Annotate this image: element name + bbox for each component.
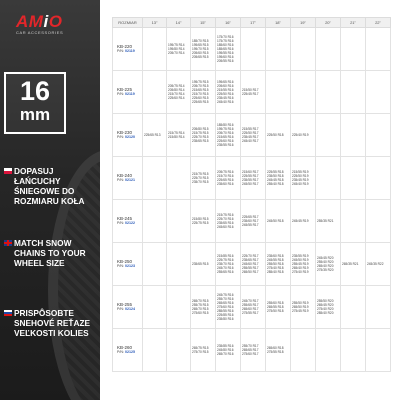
tire-size: 245/45 R19 bbox=[292, 218, 309, 223]
tire-size: 225/40 R19 bbox=[292, 132, 309, 137]
size-table bbox=[112, 17, 391, 372]
model-name: KB-225 bbox=[117, 86, 133, 92]
tire-size-cell bbox=[341, 286, 366, 329]
tire-size: 275/40 R19 bbox=[292, 270, 309, 275]
table-row bbox=[113, 329, 391, 372]
tire-size-cell bbox=[366, 114, 391, 157]
tire-size-cell bbox=[316, 28, 341, 71]
tire-size-cell bbox=[266, 71, 291, 114]
table-row bbox=[113, 114, 391, 157]
tire-size-cell bbox=[167, 114, 191, 157]
tire-size-cell bbox=[143, 286, 167, 329]
tire-size-cell bbox=[216, 200, 241, 243]
tire-size: 225/70 R16 bbox=[217, 216, 234, 221]
part-number-value: 02119 bbox=[125, 49, 135, 53]
tire-size: 225/70 R17 bbox=[242, 253, 259, 258]
tire-size: 195/75 R14 bbox=[168, 42, 185, 47]
tire-size: 245/60 R16 bbox=[217, 225, 234, 230]
part-number-value: 02120 bbox=[125, 135, 135, 139]
tire-size: 225/55 R17 bbox=[242, 173, 259, 178]
tire-size: 215/75 R15 bbox=[192, 171, 209, 176]
tire-size: 245/80 R16 bbox=[217, 347, 234, 352]
tire-size-cell bbox=[241, 114, 266, 157]
tire-size: 235/85 R16 bbox=[217, 343, 234, 348]
tire-size-cell bbox=[191, 286, 216, 329]
tire-size: 195/75 R16 bbox=[217, 126, 234, 131]
tire-size-cell bbox=[366, 286, 391, 329]
tire-size: 255/70 R17 bbox=[242, 343, 259, 348]
flag-en-icon bbox=[4, 240, 12, 246]
table-header-row bbox=[113, 18, 391, 28]
tire-size: 225/70 R15 bbox=[192, 175, 209, 180]
tire-size-cell bbox=[366, 71, 391, 114]
model-name: KB-230 bbox=[117, 129, 133, 135]
lang-text-en: MATCH SNOW CHAINS TO YOUR WHEEL SIZE bbox=[14, 238, 86, 268]
tire-size-cell bbox=[316, 157, 341, 200]
tire-size-cell bbox=[316, 114, 341, 157]
tire-size-cell bbox=[366, 157, 391, 200]
tire-size-cell bbox=[191, 114, 216, 157]
tire-size-cell bbox=[216, 243, 241, 286]
tire-size: 215/55 R19 bbox=[292, 169, 309, 174]
part-number: P/N: 02124 bbox=[117, 307, 135, 311]
tire-size: 255/45 R19 bbox=[292, 261, 309, 266]
tire-size: 255/55 R17 bbox=[242, 266, 259, 271]
tire-size: 225/45 R17 bbox=[242, 92, 259, 96]
tire-size-cell bbox=[143, 71, 167, 114]
brand-logo: AMiO CAR ACCESSORIES bbox=[16, 12, 64, 35]
tire-size: 275/40 R18 bbox=[267, 266, 284, 271]
tire-size: 285/40 R20 bbox=[317, 311, 334, 316]
model-name: KB-220 bbox=[117, 43, 133, 49]
tire-size: 265/35 R21 bbox=[342, 261, 359, 266]
tire-size-cell bbox=[266, 157, 291, 200]
tire-size: 245/70 R16 bbox=[217, 266, 234, 271]
tire-size: 235/65 R15 bbox=[192, 261, 209, 266]
part-number-value: 02125 bbox=[125, 350, 135, 354]
tire-size: 205/70 R16 bbox=[217, 130, 234, 135]
tire-size: 185/60 R16 bbox=[217, 42, 234, 47]
tire-size-cell bbox=[167, 286, 191, 329]
tire-size-cell bbox=[143, 200, 167, 243]
tire-size: 275/40 R20 bbox=[317, 307, 334, 311]
table-row bbox=[113, 157, 391, 200]
part-number-value: 02122 bbox=[125, 221, 135, 225]
tire-size: 235/65 R17 bbox=[242, 257, 259, 262]
tire-size: 215/65 R16 bbox=[217, 135, 234, 139]
tire-size: 235/70 R15 bbox=[192, 180, 209, 185]
tire-size: 205/80 R15 bbox=[192, 126, 209, 131]
tire-size-cell bbox=[341, 243, 366, 286]
tire-size-cell bbox=[143, 243, 167, 286]
tire-size: 235/55 R19 bbox=[292, 253, 309, 258]
table-row bbox=[113, 286, 391, 329]
tire-size: 265/40 R19 bbox=[292, 266, 309, 271]
tire-size: 255/40 R20 bbox=[317, 259, 334, 264]
tire-size: 215/75 R14 bbox=[168, 130, 185, 135]
tire-size-cell bbox=[266, 286, 291, 329]
tire-size: 235/70 R16 bbox=[217, 261, 234, 266]
header-rim-size: 16" bbox=[216, 18, 241, 28]
tire-size: 235/50 R18 bbox=[267, 173, 284, 178]
tire-size-cell bbox=[316, 71, 341, 114]
tire-size-cell bbox=[167, 200, 191, 243]
tire-size-cell bbox=[191, 243, 216, 286]
tire-size: 175/75 R16 bbox=[217, 38, 234, 43]
model-name: KB-255 bbox=[117, 301, 133, 307]
tire-size: 215/50 R17 bbox=[242, 87, 259, 92]
tire-size-cell bbox=[341, 28, 366, 71]
tire-size: 275/60 R15 bbox=[192, 311, 209, 316]
tire-size: 255/40 R18 bbox=[267, 182, 284, 187]
tire-size: 245/40 R16 bbox=[217, 100, 234, 105]
tire-size-cell bbox=[291, 28, 316, 71]
lang-text-sk: PRISPÔSOBTE SNEHOVÉ REŤAZE VEĽKOSTI KOLIES bbox=[14, 308, 91, 338]
tire-size: 205/60 R15 bbox=[192, 51, 209, 56]
tire-size: 225/75 R15 bbox=[192, 221, 209, 225]
lang-text-pl: DOPASUJ ŁAŃCUCHY ŚNIEGOWE DO ROZMIARU KOŁA bbox=[14, 166, 85, 206]
tire-size: 255/65 R17 bbox=[242, 302, 259, 307]
tire-size: 235/60 R16 bbox=[217, 182, 234, 187]
part-number-value: 02121 bbox=[125, 178, 135, 182]
tire-size-cell bbox=[241, 71, 266, 114]
tire-size: 255/35 R21 bbox=[317, 218, 334, 223]
tire-size: 195/65 R15 bbox=[192, 42, 209, 47]
tire-size-cell bbox=[266, 28, 291, 71]
tire-size: 225/65 R13 bbox=[144, 132, 161, 137]
tire-size-cell bbox=[216, 157, 241, 200]
tire-size: 245/45 R18 bbox=[267, 178, 284, 182]
header-rim-size: 20" bbox=[316, 18, 341, 28]
tire-size: 255/50 R20 bbox=[317, 298, 334, 303]
tire-size: 185/70 R15 bbox=[192, 38, 209, 43]
tire-size: 265/60 R17 bbox=[242, 307, 259, 311]
tire-size-cell bbox=[143, 114, 167, 157]
tire-size: 255/65 R16 bbox=[217, 270, 234, 275]
tire-size-cell bbox=[191, 28, 216, 71]
tire-size: 225/65 R17 bbox=[242, 214, 259, 219]
lang-block-sk bbox=[4, 308, 98, 338]
tire-size: 265/65 R17 bbox=[242, 347, 259, 352]
part-number-value: 02124 bbox=[125, 307, 135, 311]
model-cell bbox=[113, 243, 143, 286]
tire-size: 245/35 R22 bbox=[367, 261, 384, 266]
model-cell bbox=[113, 114, 143, 157]
tire-size-cell bbox=[143, 28, 167, 71]
tire-size-cell bbox=[241, 329, 266, 372]
tire-size: 285/55 R16 bbox=[217, 309, 234, 314]
tire-size-cell bbox=[216, 286, 241, 329]
tire-size: 215/55 R17 bbox=[242, 126, 259, 131]
tire-size: 245/55 R18 bbox=[267, 257, 284, 262]
table-body bbox=[113, 28, 391, 372]
tire-size: 255/50 R19 bbox=[292, 300, 309, 305]
tire-size: 215/65 R15 bbox=[192, 87, 209, 92]
tire-size-cell bbox=[191, 329, 216, 372]
model-name: KB-245 bbox=[117, 215, 133, 221]
tire-size-cell bbox=[316, 200, 341, 243]
tire-size-cell bbox=[341, 157, 366, 200]
tire-size-cell bbox=[341, 71, 366, 114]
tire-size: 225/70 R15 bbox=[192, 135, 209, 139]
tire-size: 265/65 R16 bbox=[217, 300, 234, 305]
tire-size-cell bbox=[266, 243, 291, 286]
tire-size: 275/55 R18 bbox=[267, 350, 284, 354]
tire-size: 195/75 R15 bbox=[192, 79, 209, 84]
tire-size-cell bbox=[316, 286, 341, 329]
tire-size: 205/70 R14 bbox=[168, 51, 185, 56]
model-name: KB-240 bbox=[117, 172, 133, 178]
tire-size: 215/55 R16 bbox=[217, 87, 234, 92]
header-rim-size: 22" bbox=[366, 18, 391, 28]
tire-size: 215/75 R16 bbox=[217, 212, 234, 217]
tire-size-cell bbox=[241, 28, 266, 71]
tire-size: 225/60 R16 bbox=[217, 139, 234, 144]
flag-pl-icon bbox=[4, 168, 12, 174]
tire-size: 225/60 R15 bbox=[192, 96, 209, 101]
tire-size: 215/70 R16 bbox=[217, 173, 234, 178]
tire-size: 275/45 R19 bbox=[292, 309, 309, 314]
header-rim-size: 15" bbox=[191, 18, 216, 28]
tire-size: 265/50 R17 bbox=[242, 270, 259, 275]
tire-size: 225/50 R17 bbox=[242, 130, 259, 135]
tire-size: 255/60 R18 bbox=[267, 300, 284, 305]
tire-size-cell bbox=[241, 286, 266, 329]
tire-size: 285/40 R18 bbox=[267, 270, 284, 275]
tire-size: 235/45 R19 bbox=[292, 178, 309, 182]
tire-size: 225/50 R16 bbox=[217, 92, 234, 96]
tire-size-cell bbox=[341, 114, 366, 157]
tire-size: 195/60 R16 bbox=[217, 55, 234, 60]
tire-size: 215/70 R15 bbox=[192, 92, 209, 96]
tire-size-cell bbox=[167, 329, 191, 372]
tire-size: 225/50 R18 bbox=[267, 132, 284, 137]
tire-size: 275/70 R15 bbox=[192, 350, 209, 354]
model-cell bbox=[113, 286, 143, 329]
header-rim-size: 19" bbox=[291, 18, 316, 28]
tire-size: 215/75 R15 bbox=[192, 130, 209, 135]
tire-size-cell bbox=[266, 329, 291, 372]
tire-size: 245/55 R17 bbox=[242, 223, 259, 228]
table-row bbox=[113, 71, 391, 114]
left-panel bbox=[0, 0, 100, 400]
tire-size: 205/65 R15 bbox=[192, 55, 209, 60]
tire-size-cell bbox=[143, 329, 167, 372]
tire-size-cell bbox=[143, 157, 167, 200]
model-cell bbox=[113, 200, 143, 243]
model-cell bbox=[113, 28, 143, 71]
tire-size: 255/75 R15 bbox=[192, 302, 209, 307]
tire-size: 275/60 R17 bbox=[242, 352, 259, 357]
tire-size-cell bbox=[366, 243, 391, 286]
tire-size-cell bbox=[341, 200, 366, 243]
lang-block-en bbox=[4, 238, 98, 268]
model-name: KB-260 bbox=[117, 344, 133, 350]
tire-size-cell bbox=[291, 329, 316, 372]
tire-size: 225/55 R18 bbox=[267, 169, 284, 174]
tire-size: 195/55 R16 bbox=[217, 51, 234, 56]
size-number: 16 bbox=[19, 76, 51, 106]
tire-size: 225/75 R16 bbox=[217, 257, 234, 262]
tire-size: 205/60 R16 bbox=[217, 83, 234, 88]
tire-size: 195/65 R16 bbox=[217, 79, 234, 84]
tire-size-cell bbox=[366, 28, 391, 71]
tire-size: 275/50 R18 bbox=[267, 309, 284, 314]
tire-size: 235/55 R17 bbox=[242, 178, 259, 182]
model-name: KB-250 bbox=[117, 258, 133, 264]
tire-size-cell bbox=[216, 28, 241, 71]
tire-size: 205/70 R15 bbox=[192, 83, 209, 88]
tire-size: 265/60 R18 bbox=[267, 345, 284, 350]
tire-size: 245/50 R18 bbox=[267, 218, 284, 223]
tire-size: 235/65 R16 bbox=[217, 221, 234, 225]
part-number: P/N: 02123 bbox=[117, 264, 135, 268]
tire-size-cell bbox=[167, 243, 191, 286]
tire-size: 265/45 R20 bbox=[317, 302, 334, 307]
tire-size: 205/75 R16 bbox=[217, 169, 234, 174]
tire-size-cell bbox=[241, 200, 266, 243]
part-number-value: 02123 bbox=[125, 264, 135, 268]
tire-size: 265/55 R18 bbox=[267, 304, 284, 309]
tire-size-cell bbox=[366, 329, 391, 372]
part-number-value: 02119 bbox=[125, 92, 135, 96]
tire-size-cell bbox=[291, 114, 316, 157]
tire-size-cell bbox=[167, 157, 191, 200]
header-rim-size: 21" bbox=[341, 18, 366, 28]
tire-size-cell bbox=[191, 71, 216, 114]
tire-size-cell bbox=[316, 329, 341, 372]
tire-size-cell bbox=[291, 286, 316, 329]
tire-size: 265/70 R15 bbox=[192, 307, 209, 311]
tire-size: 235/55 R16 bbox=[217, 143, 234, 148]
tire-size: 185/65 R16 bbox=[217, 46, 234, 51]
part-number: P/N: 02119 bbox=[117, 49, 135, 53]
tire-size-cell bbox=[216, 71, 241, 114]
size-unit: mm bbox=[19, 105, 51, 124]
tire-size: 225/65 R16 bbox=[217, 178, 234, 182]
tire-size: 265/70 R15 bbox=[192, 298, 209, 303]
tire-size: 215/85 R16 bbox=[217, 253, 234, 258]
size-badge bbox=[4, 72, 66, 134]
tire-size: 215/80 R14 bbox=[168, 135, 185, 139]
tire-size: 225/50 R19 bbox=[292, 173, 309, 178]
part-number: P/N: 02119 bbox=[117, 92, 135, 96]
tire-size-cell bbox=[316, 243, 341, 286]
tire-size: 275/55 R17 bbox=[242, 311, 259, 316]
tire-size-cell bbox=[191, 157, 216, 200]
tire-size-cell bbox=[291, 200, 316, 243]
tire-size: 205/80 R14 bbox=[168, 87, 185, 92]
tire-size: 235/45 R16 bbox=[217, 96, 234, 101]
tire-size-cell bbox=[216, 329, 241, 372]
table-row bbox=[113, 28, 391, 71]
header-rim-size: 14" bbox=[167, 18, 191, 28]
tire-size: 195/70 R15 bbox=[192, 46, 209, 51]
tire-size: 235/65 R15 bbox=[192, 139, 209, 144]
header-rim-size: 18" bbox=[266, 18, 291, 28]
tire-size: 245/45 R20 bbox=[317, 255, 334, 260]
tire-size: 205/75 R14 bbox=[168, 83, 185, 88]
tire-size: 265/75 R15 bbox=[192, 345, 209, 350]
tire-size: 245/50 R17 bbox=[242, 182, 259, 187]
part-number: P/N: 02125 bbox=[117, 350, 135, 354]
tire-size: 215/70 R14 bbox=[168, 92, 185, 96]
part-number: P/N: 02121 bbox=[117, 178, 135, 182]
tire-size: 265/70 R16 bbox=[217, 352, 234, 357]
tire-size-cell bbox=[167, 28, 191, 71]
tire-size: 275/35 R20 bbox=[317, 268, 334, 273]
lang-block-pl bbox=[4, 166, 98, 206]
tire-size: 245/75 R16 bbox=[217, 292, 234, 297]
tire-size: 215/80 R15 bbox=[192, 216, 209, 221]
tire-size: 225/85 R16 bbox=[217, 313, 234, 318]
tire-size-cell bbox=[291, 243, 316, 286]
tire-size: 275/60 R16 bbox=[217, 304, 234, 309]
part-number: P/N: 02122 bbox=[117, 221, 135, 225]
tire-size: 235/45 R17 bbox=[242, 135, 259, 139]
tire-size: 255/50 R18 bbox=[267, 261, 284, 266]
tire-size: 265/40 R20 bbox=[317, 264, 334, 268]
brand-subtitle: CAR ACCESSORIES bbox=[16, 30, 64, 35]
tire-size-cell bbox=[216, 114, 241, 157]
tire-size: 245/40 R17 bbox=[242, 139, 259, 144]
header-rim-size: 17" bbox=[241, 18, 266, 28]
table-row bbox=[113, 200, 391, 243]
tire-size-cell bbox=[366, 200, 391, 243]
tire-size: 245/40 R19 bbox=[292, 182, 309, 187]
tire-size: 235/60 R18 bbox=[267, 253, 284, 258]
tire-size: 225/60 R14 bbox=[168, 96, 185, 101]
tire-size-cell bbox=[241, 157, 266, 200]
tire-size: 205/55 R16 bbox=[217, 59, 234, 64]
tire-size-cell bbox=[241, 243, 266, 286]
tire-size-cell bbox=[341, 329, 366, 372]
tire-size-cell bbox=[266, 200, 291, 243]
tire-size: 225/65 R15 bbox=[192, 100, 209, 105]
tire-size: 255/70 R16 bbox=[217, 296, 234, 301]
tire-size: 235/80 R16 bbox=[217, 317, 234, 322]
tire-size: 195/80 R14 bbox=[168, 46, 185, 51]
tire-size: 265/50 R19 bbox=[292, 304, 309, 309]
tire-size: 235/60 R17 bbox=[242, 218, 259, 223]
tire-size-cell bbox=[291, 157, 316, 200]
part-number: P/N: 02120 bbox=[117, 135, 135, 139]
tire-size-cell bbox=[167, 71, 191, 114]
model-cell bbox=[113, 71, 143, 114]
tire-size: 245/50 R19 bbox=[292, 257, 309, 262]
tire-size: 215/60 R17 bbox=[242, 169, 259, 174]
model-cell bbox=[113, 157, 143, 200]
tire-size: 175/70 R16 bbox=[217, 34, 234, 39]
flag-sk-icon bbox=[4, 310, 12, 316]
model-cell bbox=[113, 329, 143, 372]
tire-size: 245/70 R17 bbox=[242, 298, 259, 303]
tire-size-cell bbox=[291, 71, 316, 114]
table-row bbox=[113, 243, 391, 286]
tire-size: 185/80 R16 bbox=[217, 122, 234, 127]
header-rim-size: 13" bbox=[143, 18, 167, 28]
tire-size: 245/60 R17 bbox=[242, 261, 259, 266]
tire-size-cell bbox=[266, 114, 291, 157]
header-size-label: ROZMIAR bbox=[113, 18, 143, 28]
tire-size-cell bbox=[191, 200, 216, 243]
